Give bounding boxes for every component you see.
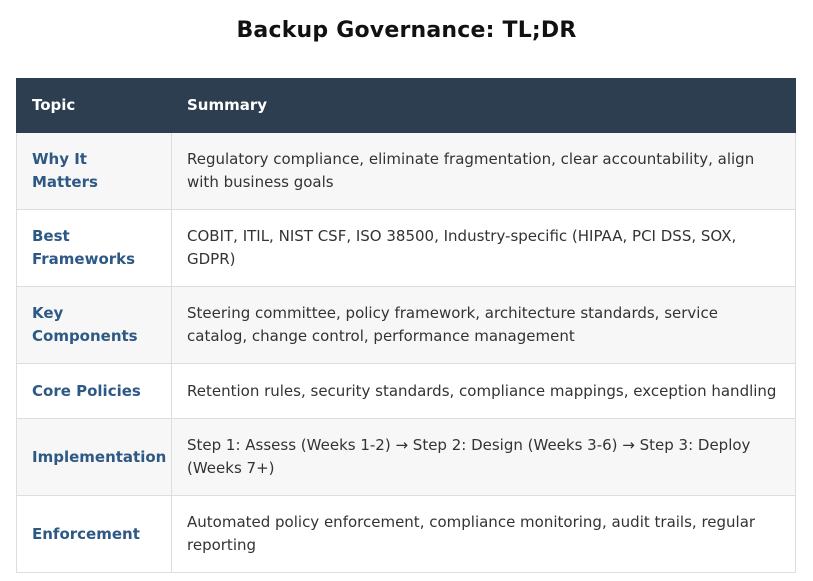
table-row [17,210,796,287]
table-row [17,496,796,573]
topic-cell: Key Components [17,287,172,364]
summary-cell: Steering committee, policy framework, architecture standards, service catalog, change control, performance management [172,287,796,364]
column-header-topic: Topic [17,79,172,133]
topic-cell: Implementation [17,419,172,496]
table-body [17,133,796,573]
table-row [17,419,796,496]
summary-cell: Retention rules, security standards, compliance mappings, exception handling [172,364,796,419]
table-header [17,79,796,133]
topic-cell: Core Policies [17,364,172,419]
header-row [17,79,796,133]
table-row [17,133,796,210]
summary-cell: Step 1: Assess (Weeks 1-2) → Step 2: Design (Weeks 3-6) → Step 3: Deploy (Weeks 7+) [172,419,796,496]
page-title: Backup Governance: TL;DR [236,18,577,43]
tldr-table [16,78,796,573]
summary-cell: COBIT, ITIL, NIST CSF, ISO 38500, Industry-specific (HIPAA, PCI DSS, SOX, GDPR) [172,210,796,287]
table-row [17,364,796,419]
column-header-summary: Summary [172,79,796,133]
summary-cell: Automated policy enforcement, compliance monitoring, audit trails, regular reporting [172,496,796,573]
topic-cell: Why It Matters [17,133,172,210]
table-row [17,287,796,364]
topic-cell: Enforcement [17,496,172,573]
summary-cell: Regulatory compliance, eliminate fragmentation, clear accountability, align with business goals [172,133,796,210]
topic-cell: Best Frameworks [17,210,172,287]
